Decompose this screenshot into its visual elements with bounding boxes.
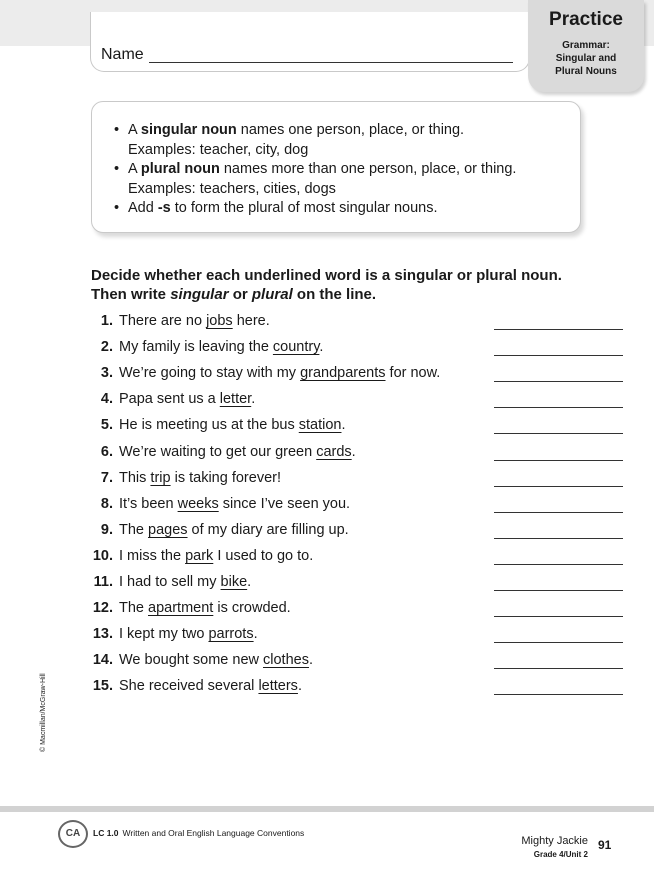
question-number: 15. — [92, 678, 113, 695]
question-number: 9. — [100, 521, 113, 538]
sentence-text: is taking forever! — [170, 469, 281, 486]
name-line[interactable] — [149, 62, 513, 63]
practice-tab — [528, 0, 644, 92]
book-title: Mighty Jackie — [521, 835, 588, 847]
sentence-text: I kept my two — [119, 626, 209, 643]
question-row — [85, 546, 625, 570]
question-sentence — [119, 624, 258, 644]
rule-text: to form the plural of most singular nouns. — [170, 200, 438, 216]
sentence-text: . — [308, 652, 313, 669]
question-sentence — [119, 311, 270, 331]
answer-line[interactable] — [494, 486, 623, 487]
sentence-text: Papa sent us a — [119, 391, 220, 408]
question-sentence — [119, 520, 349, 540]
sentence-text: We’re going to stay with my — [119, 365, 301, 382]
instructions-text: Decide whether each underlined word is a singular or plural noun. Then write — [91, 267, 562, 303]
rule-box — [91, 101, 581, 233]
sentence-text: . — [319, 339, 324, 356]
footer-band — [0, 806, 654, 812]
tab-subtitle — [528, 39, 644, 78]
answer-line[interactable] — [494, 642, 623, 643]
question-row — [85, 520, 625, 544]
answer-line[interactable] — [494, 355, 623, 356]
answer-line[interactable] — [494, 512, 623, 513]
sentence-text: here. — [232, 313, 270, 329]
question-row — [85, 598, 625, 622]
answer-line[interactable] — [494, 329, 623, 330]
instructions-text: or — [228, 286, 252, 303]
underlined-word: jobs — [206, 313, 233, 329]
underlined-word: station — [298, 417, 342, 434]
answer-line[interactable] — [494, 590, 623, 591]
sentence-text: We’re waiting to get our green — [119, 443, 317, 460]
sentence-text: . — [297, 678, 302, 695]
sentence-text: . — [253, 626, 258, 643]
tab-subtitle-line: Singular and — [555, 53, 617, 64]
question-sentence — [119, 363, 440, 383]
answer-line[interactable] — [494, 564, 623, 565]
sentence-text: since I’ve seen you. — [218, 495, 351, 512]
name-label: Name — [101, 46, 144, 63]
question-sentence — [119, 494, 350, 514]
underlined-word: trip — [150, 469, 171, 486]
rule-text: A — [128, 122, 141, 138]
question-number: 8. — [100, 495, 113, 512]
standard-reference — [93, 828, 304, 838]
rule-item — [114, 121, 516, 160]
answer-line[interactable] — [494, 433, 623, 434]
question-sentence — [119, 468, 281, 488]
underlined-word: clothes — [263, 652, 309, 669]
page-number: 91 — [598, 838, 612, 852]
sentence-text: of my diary are filling up. — [187, 521, 349, 538]
name-box — [90, 12, 530, 72]
question-sentence — [119, 650, 313, 670]
sentence-text: I used to go to. — [213, 547, 314, 564]
underlined-word: letters — [258, 678, 298, 695]
sentence-text: is crowded. — [213, 600, 291, 617]
sentence-text: I had to sell my — [119, 574, 221, 590]
instructions — [91, 266, 571, 304]
underlined-word: bike — [220, 574, 248, 590]
tab-title: Practice — [549, 9, 623, 30]
copyright: © Macmillan/McGraw-Hill — [40, 673, 47, 752]
sentence-text: I miss the — [119, 547, 186, 564]
question-row — [85, 442, 625, 466]
question-sentence — [119, 389, 255, 409]
rule-text: A — [128, 161, 141, 177]
underlined-word: cards — [316, 443, 352, 460]
question-row — [85, 363, 625, 387]
sentence-text: He is meeting us at the bus — [119, 417, 299, 434]
question-row — [85, 494, 625, 518]
question-number: 3. — [100, 365, 113, 382]
question-number: 2. — [100, 339, 113, 356]
standard-text: Written and Oral English Language Conventions — [122, 828, 305, 838]
question-sentence — [119, 415, 346, 435]
underlined-word: letter — [219, 391, 252, 408]
answer-line[interactable] — [494, 538, 623, 539]
sentence-text: She received several — [119, 678, 259, 695]
question-number: 13. — [92, 626, 113, 643]
rule-term: plural noun — [140, 161, 220, 177]
question-number: 14. — [92, 652, 113, 669]
question-sentence — [119, 676, 302, 696]
sentence-text: We bought some new — [119, 652, 264, 669]
underlined-word: weeks — [177, 495, 219, 512]
question-row — [85, 572, 625, 596]
question-number: 7. — [100, 469, 113, 486]
question-row — [85, 415, 625, 439]
question-row — [85, 337, 625, 361]
ca-standards-icon: CA — [58, 820, 88, 848]
rule-text: names more than one person, place, or thing. — [219, 161, 517, 177]
answer-line[interactable] — [494, 407, 623, 408]
sentence-text: . — [247, 574, 252, 590]
sentence-text: The — [119, 600, 149, 617]
tab-subtitle-line: Plural Nouns — [555, 66, 617, 77]
rule-examples: Examples: teachers, cities, dogs — [128, 180, 336, 197]
grade-unit: Grade 4/Unit 2 — [533, 850, 588, 859]
rule-item — [114, 199, 516, 219]
question-sentence — [119, 572, 251, 592]
answer-line[interactable] — [494, 694, 623, 695]
question-row — [85, 468, 625, 492]
rule-examples: Examples: teacher, city, dog — [128, 141, 309, 158]
instructions-emphasis: plural — [251, 286, 293, 303]
rule-list — [114, 121, 516, 219]
underlined-word: country — [272, 339, 320, 356]
underlined-word: pages — [148, 521, 188, 538]
question-sentence — [119, 337, 323, 357]
question-number: 12. — [92, 600, 113, 617]
rule-term: -s — [157, 200, 171, 216]
sentence-text: . — [251, 391, 256, 408]
sentence-text: There are no — [119, 313, 207, 329]
question-row — [85, 624, 625, 648]
question-number: 4. — [100, 391, 113, 408]
standard-code: LC 1.0 — [93, 828, 119, 838]
question-sentence — [119, 598, 291, 618]
instructions-emphasis: singular — [170, 286, 229, 303]
question-row — [85, 676, 625, 700]
sentence-text: My family is leaving the — [119, 339, 273, 356]
question-row — [85, 389, 625, 413]
sentence-text: It’s been — [119, 495, 178, 512]
rule-text: names one person, place, or thing. — [236, 122, 465, 138]
question-sentence — [119, 442, 356, 462]
question-sentence — [119, 546, 313, 566]
rule-item — [114, 160, 516, 199]
question-number: 6. — [100, 443, 113, 460]
answer-line[interactable] — [494, 381, 623, 382]
underlined-word: apartment — [148, 600, 214, 617]
underlined-word: park — [185, 547, 214, 564]
answer-line[interactable] — [494, 460, 623, 461]
question-row — [85, 650, 625, 674]
rule-text: Add — [128, 200, 158, 216]
sentence-text: This — [119, 469, 151, 486]
question-row — [85, 311, 625, 335]
tab-subtitle-line: Grammar: — [562, 40, 610, 51]
instructions-text: on the line. — [292, 286, 377, 303]
underlined-word: grandparents — [300, 365, 386, 382]
question-number: 10. — [92, 547, 113, 564]
question-number: 5. — [100, 417, 113, 434]
underlined-word: parrots — [208, 626, 254, 643]
sentence-text: The — [119, 521, 149, 538]
sentence-text: for now. — [385, 365, 441, 382]
rule-term: singular noun — [140, 122, 237, 138]
sentence-text: . — [341, 417, 346, 434]
answer-line[interactable] — [494, 668, 623, 669]
answer-line[interactable] — [494, 616, 623, 617]
question-number: 1. — [100, 313, 113, 329]
question-number: 11. — [93, 574, 113, 590]
sentence-text: . — [351, 443, 356, 460]
